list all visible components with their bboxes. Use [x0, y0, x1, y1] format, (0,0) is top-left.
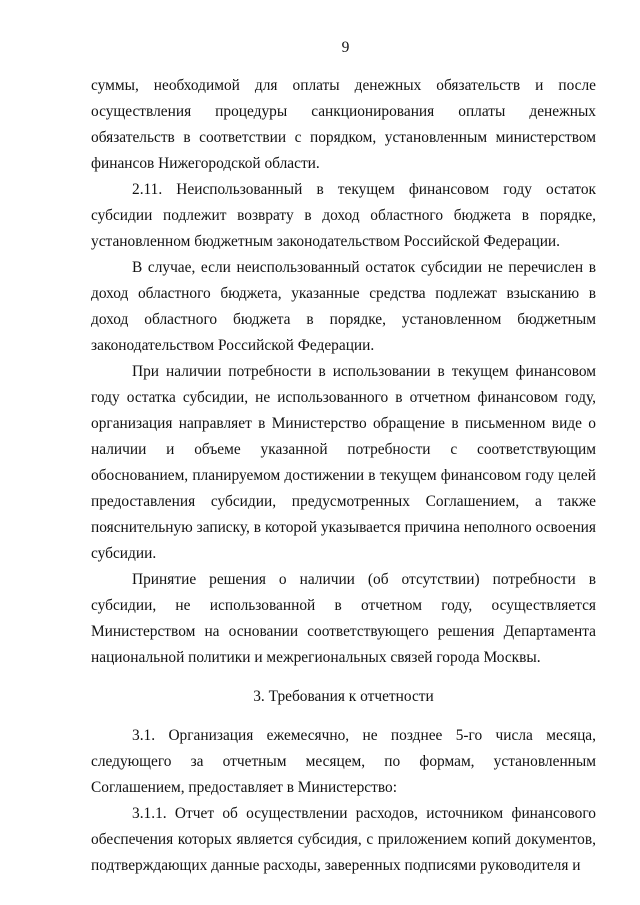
paragraph-unspent-recovery: В случае, если неиспользованный остаток субсидии не перечислен в доход областного бюджета, указанные средства подлежат взысканию в доход областного бюджета в порядке, установленном бюджетным законодательством Российской Федерации.: [91, 259, 596, 354]
paragraph-remaining-need: При наличии потребности в использовании в текущем финансовом году остатка субсидии, не использованного в отчетном финансовом году, организация направляет в Министерство обращение в письменном виде о наличии и объеме указанной потребности с соответствующим обоснованием, планируемом достижении в текущем финансовом году целей предоставления субсидии, предусмотренных Соглашением, а также пояснительную записку, в которой указывается причина неполного освоения субсидии.: [91, 363, 596, 562]
section-title: 3. Требования к отчетности: [253, 688, 434, 705]
paragraph-3-1-1: 3.1.1. Отчет об осуществлении расходов, источником финансового обеспечения которых является субсидия, с приложением копий документов, подтверждающих данные расходы, заверенных подписями руководителя и: [91, 805, 596, 874]
paragraph-decision: Принятие решения о наличии (об отсутствии) потребности в субсидии, не использованной в отчетном году, осуществляется Министерством на основании соответствующего решения Департамента национальной политики и межрегиональных связей города Москвы.: [91, 571, 596, 666]
page-number: 9: [341, 39, 350, 56]
paragraph-continuation: суммы, необходимой для оплаты денежных обязательств и после осуществления процедуры санкционирования оплаты денежных обязательств в соответствии с порядком, установленным министерством финансов Нижегородской области.: [91, 77, 596, 172]
paragraph-2-11: 2.11. Неиспользованный в текущем финансовом году остаток субсидии подлежит возврату в доход областного бюджета в порядке, установленном бюджетным законодательством Российской Федерации.: [91, 181, 596, 250]
paragraph-3-1: 3.1. Организация ежемесячно, не позднее 5-го числа месяца, следующего за отчетным месяцем, по формам, установленным Соглашением, предоставляет в Министерство:: [91, 727, 596, 796]
